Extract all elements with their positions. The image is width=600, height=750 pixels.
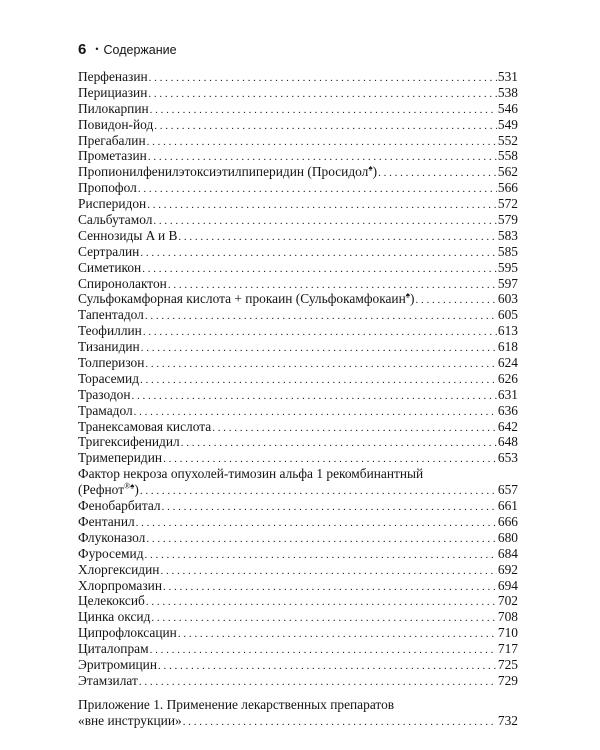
toc-entry-page: 552 xyxy=(497,132,518,148)
toc-entry-title xyxy=(78,276,167,292)
toc-entry-title-text: Спиронолактон xyxy=(78,275,167,291)
toc-entry[interactable] xyxy=(78,323,518,339)
toc-entry-title xyxy=(78,101,149,117)
toc-entry-title-text: Симетикон xyxy=(78,259,142,275)
toc-entry[interactable] xyxy=(78,387,518,403)
dot-leader xyxy=(181,436,497,452)
dot-leader xyxy=(140,373,497,389)
toc-entry-title-text: Толперизон xyxy=(78,355,145,371)
header-bullet: • xyxy=(95,44,99,54)
toc-entry-page: 729 xyxy=(497,672,518,688)
dot-leader xyxy=(147,135,497,151)
toc-entry[interactable] xyxy=(78,371,518,387)
toc-entry-page: 549 xyxy=(497,116,518,132)
toc-entry[interactable] xyxy=(78,450,518,466)
toc-entry-title xyxy=(78,196,146,212)
trademark-mark: ♠ xyxy=(405,291,411,300)
toc-entry-title xyxy=(78,355,144,371)
dot-leader xyxy=(138,182,497,198)
toc-entry[interactable] xyxy=(78,355,518,371)
table-of-contents xyxy=(78,69,518,729)
dot-leader xyxy=(132,389,497,405)
toc-entry-title-text: Фуросемид xyxy=(78,545,144,561)
toc-entry-page: 585 xyxy=(497,243,518,259)
toc-entry-page: 626 xyxy=(497,370,518,386)
toc-entry-page: 732 xyxy=(497,712,518,728)
dot-leader xyxy=(178,627,497,643)
dot-leader xyxy=(150,103,497,119)
toc-entry-title-text: Пропофол xyxy=(78,180,137,196)
toc-entry-title xyxy=(78,387,131,403)
toc-entry-title xyxy=(78,228,177,244)
dot-leader xyxy=(146,532,497,548)
appendix-title-line2[interactable] xyxy=(78,713,518,729)
toc-entry-title xyxy=(78,419,211,435)
toc-entry[interactable] xyxy=(78,69,518,85)
toc-entry[interactable] xyxy=(78,514,518,530)
toc-entry-title xyxy=(78,212,152,228)
toc-entry-title-suffix: ) xyxy=(410,291,415,307)
toc-entry-page: 605 xyxy=(497,307,518,323)
toc-entry[interactable] xyxy=(78,244,518,260)
toc-entry-page: 653 xyxy=(497,450,518,466)
toc-entry-title-text: Флуконазол xyxy=(78,529,146,545)
toc-entry-title-text: «вне инструкции» xyxy=(78,712,182,728)
toc-entry-title xyxy=(78,148,147,164)
toc-entry-title xyxy=(78,164,377,180)
toc-entry[interactable] xyxy=(78,260,518,276)
toc-appendix-entry[interactable] xyxy=(78,697,518,729)
toc-entry[interactable] xyxy=(78,196,518,212)
dot-leader xyxy=(146,595,497,611)
toc-entry-page: 562 xyxy=(497,164,518,180)
toc-entry-title-text: Сальбутамол xyxy=(78,212,153,228)
toc-entry-page: 684 xyxy=(497,545,518,561)
toc-entry-page: 708 xyxy=(497,609,518,625)
toc-entry-title-text: Прегабалин xyxy=(78,132,146,148)
toc-entry-page: 558 xyxy=(497,148,518,164)
toc-entry-title xyxy=(78,339,140,355)
toc-entry-title-text: Тапентадол xyxy=(78,307,144,323)
toc-entry-title-text: Фентанил xyxy=(78,513,135,529)
toc-entry-page: 642 xyxy=(497,418,518,434)
toc-entry[interactable] xyxy=(78,85,518,101)
toc-entry-title xyxy=(78,403,133,419)
dot-leader xyxy=(183,715,497,731)
toc-entry-title xyxy=(78,133,146,149)
trademark-mark: ®♠ xyxy=(124,481,135,491)
toc-entry-title-text: Пропионилфенилэтоксиэтилпиперидин (Просидол xyxy=(78,164,369,180)
dot-leader xyxy=(145,309,497,325)
toc-entry-page: 595 xyxy=(497,259,518,275)
toc-entry-title xyxy=(78,609,150,625)
toc-entry[interactable] xyxy=(78,673,518,689)
toc-entry-page: 618 xyxy=(497,339,518,355)
toc-entry-title xyxy=(78,117,153,133)
dot-leader xyxy=(151,611,497,627)
toc-entry-page: 538 xyxy=(497,84,518,100)
toc-entry-title xyxy=(78,625,177,641)
toc-entry-page: 657 xyxy=(497,482,518,498)
toc-entry-page: 702 xyxy=(497,593,518,609)
dot-leader xyxy=(141,341,497,357)
toc-entry-title xyxy=(78,371,139,387)
toc-entry-title-text: Трамадол xyxy=(78,402,133,418)
toc-entry[interactable] xyxy=(78,578,518,594)
toc-entry-title-text: Фенобарбитал xyxy=(78,498,161,514)
toc-entry[interactable] xyxy=(78,625,518,641)
toc-entry[interactable] xyxy=(78,276,518,292)
trademark-mark: ♠ xyxy=(368,163,373,173)
toc-entry[interactable] xyxy=(78,212,518,228)
toc-entry-title xyxy=(78,450,162,466)
toc-entry-title xyxy=(78,514,135,530)
toc-entry-page: 531 xyxy=(497,69,518,84)
toc-entry-title xyxy=(78,85,147,101)
toc-entry[interactable] xyxy=(78,180,518,196)
toc-entry[interactable] xyxy=(78,546,518,562)
toc-entry-title xyxy=(78,180,137,196)
toc-entry-title xyxy=(78,546,144,562)
toc-entry-title-text: Сертралин xyxy=(78,243,140,259)
toc-entry[interactable] xyxy=(78,148,518,164)
toc-entry-title-text: Транексамовая кислота xyxy=(78,418,212,434)
toc-entry-page: 636 xyxy=(497,402,518,418)
toc-entry[interactable] xyxy=(78,101,518,117)
toc-entry[interactable] xyxy=(78,228,518,244)
dot-leader xyxy=(163,580,497,596)
dot-leader xyxy=(142,262,497,278)
dot-leader xyxy=(140,246,497,262)
running-header xyxy=(78,41,177,58)
toc-entry-multiline[interactable] xyxy=(78,466,518,498)
toc-entry[interactable] xyxy=(78,291,518,307)
toc-entry-page: 694 xyxy=(497,577,518,593)
toc-entry-title-text: Прометазин xyxy=(78,148,147,164)
toc-entry[interactable] xyxy=(78,403,518,419)
toc-entry-title-text: Целекоксиб xyxy=(78,593,145,609)
toc-entry-page: 717 xyxy=(497,641,518,657)
toc-entry-page: 680 xyxy=(497,529,518,545)
toc-entry[interactable] xyxy=(78,117,518,133)
dot-leader xyxy=(150,643,497,659)
dot-leader xyxy=(147,198,497,214)
toc-entry-title-line2[interactable] xyxy=(78,482,518,498)
toc-entry-title-text: Сульфокамфорная кислота + прокаин (Сульфокамфокаин xyxy=(78,291,406,307)
toc-entry[interactable] xyxy=(78,133,518,149)
dot-leader xyxy=(139,675,497,691)
toc-entry-title xyxy=(78,673,138,689)
toc-entry-title xyxy=(78,530,145,546)
dot-leader xyxy=(140,484,497,500)
toc-entry[interactable] xyxy=(78,434,518,450)
toc-entry-title-text: Тригексифенидил xyxy=(78,434,180,450)
toc-entry-page: 661 xyxy=(497,498,518,514)
toc-entry-page: 692 xyxy=(497,561,518,577)
toc-entry-title-text: Теофиллин xyxy=(78,323,142,339)
header-title: Содержание xyxy=(103,43,177,57)
toc-entry-title-text: Повидон-йод xyxy=(78,116,154,132)
dot-leader xyxy=(162,500,497,516)
dot-leader xyxy=(149,71,497,87)
toc-entry-title xyxy=(78,244,139,260)
toc-entry[interactable] xyxy=(78,419,518,435)
toc-entry-title-text: Хлоргексидин xyxy=(78,561,160,577)
toc-entry[interactable] xyxy=(78,164,518,180)
dot-leader xyxy=(212,421,497,437)
toc-entry-page: 710 xyxy=(497,625,518,641)
toc-entry-title-text: (Рефнот xyxy=(78,482,125,498)
toc-entry-page: 546 xyxy=(497,100,518,116)
toc-entry-page: 579 xyxy=(497,212,518,228)
dot-leader xyxy=(136,516,497,532)
toc-entry[interactable] xyxy=(78,641,518,657)
toc-entry-page: 572 xyxy=(497,196,518,212)
toc-entry-page: 583 xyxy=(497,227,518,243)
toc-entry-title-text: Тразодон xyxy=(78,386,131,402)
toc-entry-title xyxy=(78,713,182,729)
toc-entry-page: 725 xyxy=(497,656,518,672)
page-number: 6 xyxy=(78,41,87,58)
toc-entry[interactable] xyxy=(78,657,518,673)
toc-entry-title-text: Тизанидин xyxy=(78,339,140,355)
toc-entry-title-text: Циталопрам xyxy=(78,641,149,657)
toc-entry-title-text: Перфеназин xyxy=(78,69,148,84)
toc-entry-title xyxy=(78,323,142,339)
toc-entry-title xyxy=(78,434,180,450)
toc-entry-title xyxy=(78,69,148,85)
dot-leader xyxy=(143,325,497,341)
toc-entry-title xyxy=(78,291,415,307)
toc-entry-title xyxy=(78,562,159,578)
dot-leader xyxy=(145,548,497,564)
toc-entry-title-text: Торасемид xyxy=(78,370,140,386)
toc-entry-title-text: Хлорпромазин xyxy=(78,577,162,593)
toc-entry-page: 631 xyxy=(497,386,518,402)
toc-entry-title xyxy=(78,578,162,594)
toc-entry[interactable] xyxy=(78,530,518,546)
toc-entry-page: 613 xyxy=(497,323,518,339)
dot-leader xyxy=(158,659,497,675)
toc-entry-title-text: Тримеперидин xyxy=(78,450,163,466)
toc-entry-title xyxy=(78,657,157,673)
toc-entry-title-line1: Фактор некроза опухолей-тимозин альфа 1 рекомбинантный xyxy=(78,466,424,482)
toc-entry[interactable] xyxy=(78,609,518,625)
dot-leader xyxy=(160,564,496,580)
toc-entry-title-text: Сеннозиды A и B xyxy=(78,227,178,243)
toc-entry-title-suffix: ) xyxy=(372,164,378,180)
toc-entry[interactable] xyxy=(78,562,518,578)
toc-entry-title-text: Перициазин xyxy=(78,84,148,100)
toc-entry-title xyxy=(78,260,141,276)
toc-entry-title-text: Пилокарпин xyxy=(78,100,149,116)
toc-entry[interactable] xyxy=(78,307,518,323)
dot-leader xyxy=(416,293,497,309)
toc-entry-title xyxy=(78,498,161,514)
toc-entry-title-suffix: ) xyxy=(134,482,139,498)
dot-leader xyxy=(153,214,496,230)
toc-entry-page: 603 xyxy=(497,291,518,307)
toc-entry-title-text: Эритромицин xyxy=(78,656,157,672)
toc-entry-title-text: Цинка оксид xyxy=(78,609,151,625)
dot-leader xyxy=(378,166,497,182)
dot-leader xyxy=(148,87,497,103)
toc-entry-title xyxy=(78,641,149,657)
toc-entry-page: 597 xyxy=(497,275,518,291)
dot-leader xyxy=(154,119,497,135)
toc-entry-page: 624 xyxy=(497,355,518,371)
appendix-title-line1: Приложение 1. Применение лекарственных препаратов xyxy=(78,696,395,712)
toc-entry-title-text: Рисперидон xyxy=(78,196,147,212)
dot-leader xyxy=(145,357,496,373)
toc-entry-page: 648 xyxy=(497,434,518,450)
toc-entry-title xyxy=(78,307,144,323)
toc-entry-title xyxy=(78,593,145,609)
dot-leader xyxy=(178,230,497,246)
toc-entry-page: 666 xyxy=(497,513,518,529)
toc-entry-title xyxy=(78,482,139,498)
toc-entry[interactable] xyxy=(78,498,518,514)
toc-entry-page: 566 xyxy=(497,180,518,196)
toc-entry-title-text: Ципрофлоксацин xyxy=(78,625,177,641)
toc-entry[interactable] xyxy=(78,339,518,355)
toc-entry-title-text: Этамзилат xyxy=(78,672,138,688)
toc-entry[interactable] xyxy=(78,593,518,609)
